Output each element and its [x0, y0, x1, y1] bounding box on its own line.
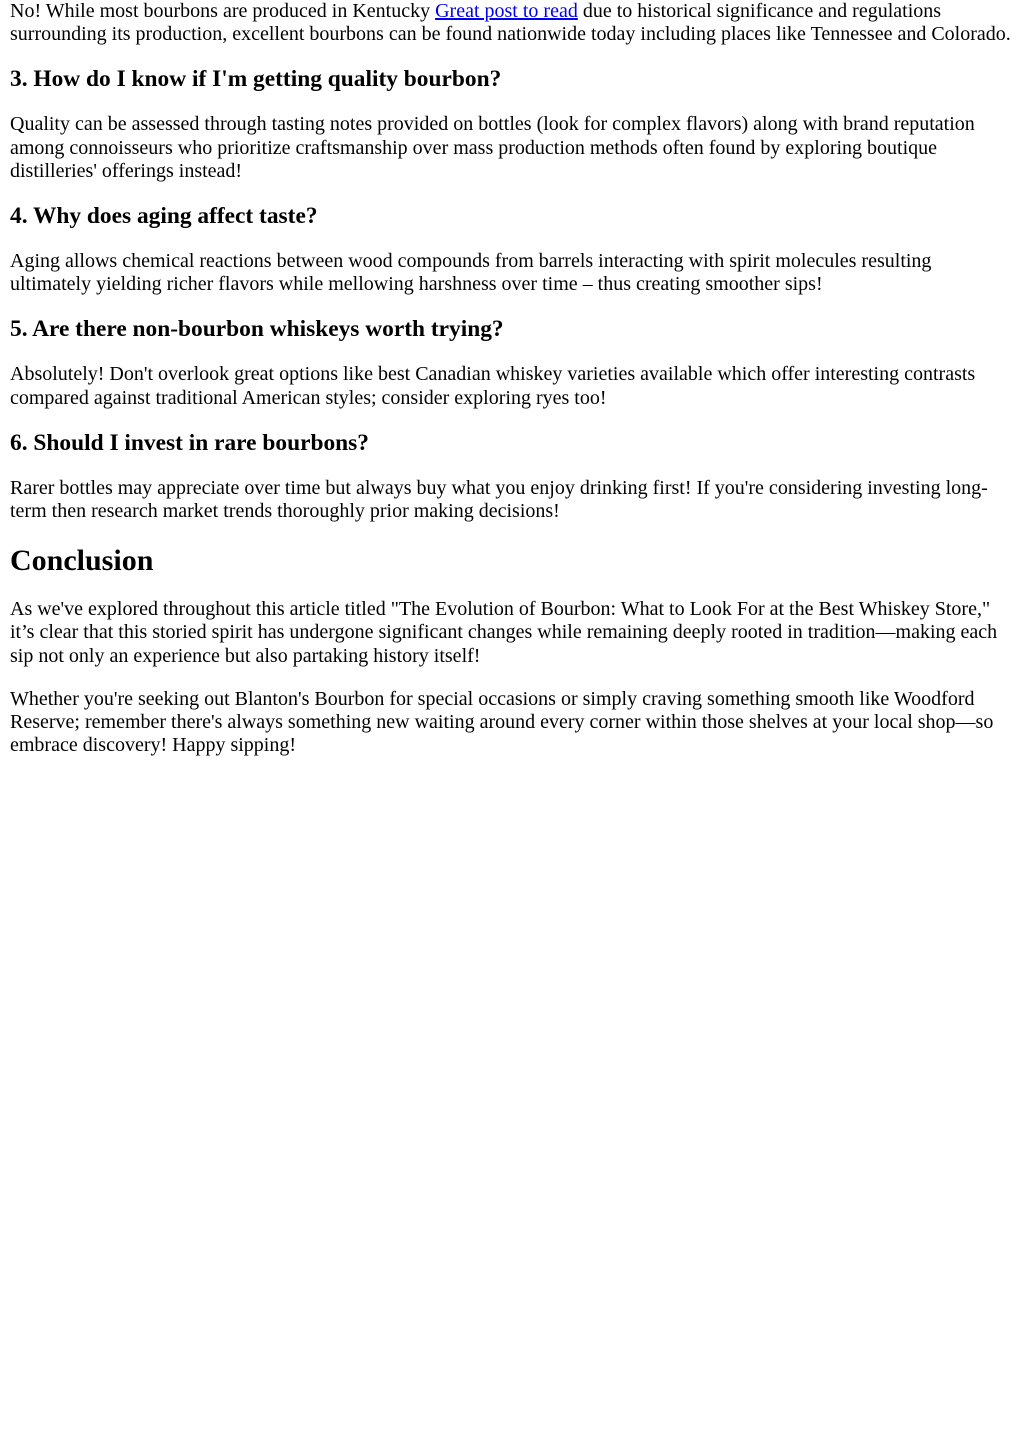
conclusion-paragraph-1: As we've explored throughout this article titled "The Evolution of Bourbon: What to Look For at the Best Whiskey Store," it’s clear that this storied spirit has undergone significant changes while remaining deeply rooted in tradition—making each sip not only an experience but also partaking history itself!	[10, 598, 998, 667]
faq-answer-3: Quality can be assessed through tasting notes provided on bottles (look for complex flavors) along with brand reputation among connoisseurs who prioritize craftsmanship over mass production methods often found by exploring boutique distilleries' offerings instead!	[10, 113, 975, 182]
great-post-link[interactable]: Great post to read	[435, 0, 578, 22]
faq-answer-5: Absolutely! Don't overlook great options like best Canadian whiskey varieties available which offer interesting contrasts compared against traditional American styles; consider exploring ryes too!	[10, 363, 976, 409]
intro-text-before-link: No! While most bourbons are produced in Kentucky	[10, 0, 436, 22]
intro-paragraph	[10, 0, 1014, 46]
faq-question-3: 3. How do I know if I'm getting quality bourbon?	[10, 66, 502, 93]
conclusion-paragraph-2: Whether you're seeking out Blanton's Bourbon for special occasions or simply craving something smooth like Woodford Reserve; remember there's always something new waiting around every corner within those shelves at your local shop—so embrace discovery! Happy sipping!	[10, 687, 994, 757]
faq-question-5: 5. Are there non-bourbon whiskeys worth trying?	[10, 316, 504, 343]
intro-text-after-link: due to historical significance and regulations surrounding its production, excellent bourbons can be found nationwide today including places like Tennessee and Colorado.	[10, 0, 1011, 46]
conclusion-heading: Conclusion	[10, 544, 154, 578]
faq-answer-6: Rarer bottles may appreciate over time but always buy what you enjoy drinking first! If you're considering investing long-term then research market trends thoroughly prior making decisions!	[10, 476, 988, 523]
faq-answer-4: Aging allows chemical reactions between wood compounds from barrels interacting with spirit molecules resulting ultimately yielding richer flavors while mellowing harshness over time – thus creating smoother sips!	[10, 250, 932, 296]
faq-question-4: 4. Why does aging affect taste?	[10, 203, 318, 230]
faq-question-6: 6. Should I invest in rare bourbons?	[10, 429, 369, 456]
